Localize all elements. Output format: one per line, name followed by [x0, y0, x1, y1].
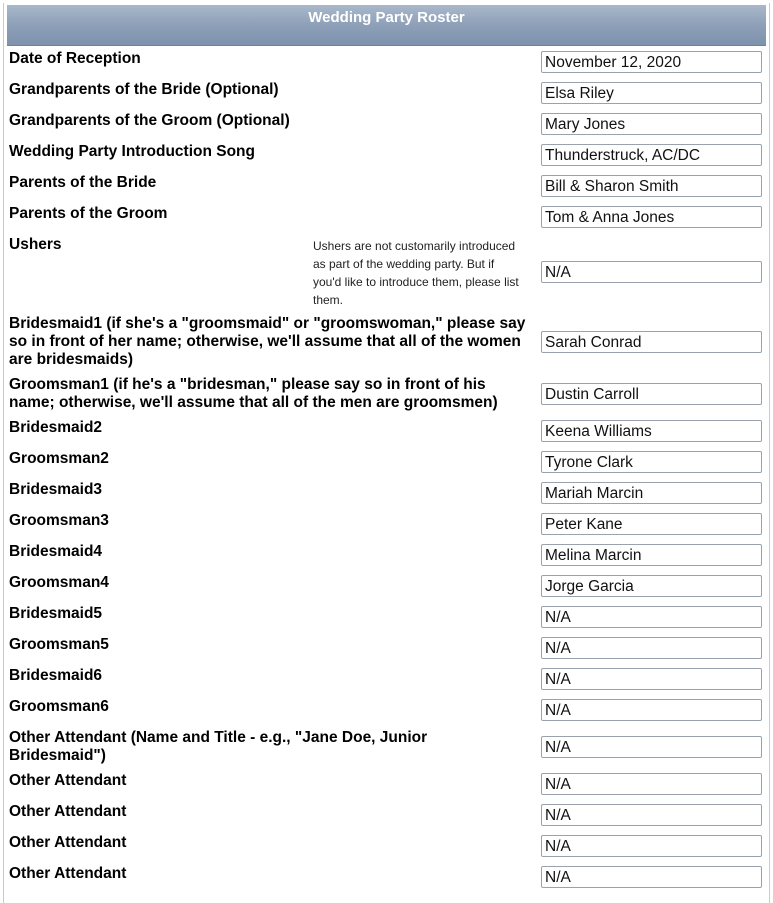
- parents-groom-input[interactable]: [541, 206, 762, 228]
- bridesmaid3-input[interactable]: [541, 482, 762, 504]
- other-attendant-label: Other Attendant: [9, 834, 127, 851]
- groomsman5-label: Groomsman5: [9, 636, 109, 653]
- other-attendant-label: Other Attendant (Name and Title - e.g., "Jane Doe, Junior Bridesmaid"): [9, 729, 428, 764]
- other-attendant-label: Other Attendant: [9, 865, 127, 882]
- groomsman5-input[interactable]: [541, 637, 762, 659]
- groomsman2-input[interactable]: [541, 451, 762, 473]
- groomsman6-label: Groomsman6: [9, 698, 109, 715]
- parents-bride-label: Parents of the Bride: [9, 174, 157, 191]
- grandparents-groom-input[interactable]: [541, 113, 762, 135]
- other-attendant-label: Other Attendant: [9, 772, 127, 789]
- bridesmaid6-label: Bridesmaid6: [9, 667, 103, 684]
- groomsman4-label: Groomsman4: [9, 574, 109, 591]
- bridesmaid1-label: Bridesmaid1 (if she's a "groomsmaid" or "groomswoman," please say so in front of her name; otherwise, we'll assume that all of the women are bridesmaids): [9, 315, 526, 368]
- other-attendant-input[interactable]: [541, 736, 762, 758]
- groomsman2-label: Groomsman2: [9, 450, 109, 467]
- bridesmaid2-input[interactable]: [541, 420, 762, 442]
- bridesmaid3-label: Bridesmaid3: [9, 481, 103, 498]
- wedding-party-roster-form: [3, 3, 770, 903]
- grandparents-groom-label: Grandparents of the Groom (Optional): [9, 112, 290, 129]
- introduction-song-label: Wedding Party Introduction Song: [9, 143, 255, 160]
- form-title: Wedding Party Roster: [308, 9, 465, 26]
- grandparents-bride-input[interactable]: [541, 82, 762, 104]
- groomsman1-label: Groomsman1 (if he's a "bridesman," please say so in front of his name; otherwise, we'll assume that all of the men are groomsmen): [9, 376, 498, 411]
- other-attendant-input[interactable]: [541, 773, 762, 795]
- introduction-song-input[interactable]: [541, 144, 762, 166]
- bridesmaid4-label: Bridesmaid4: [9, 543, 103, 560]
- ushers-label: Ushers: [9, 236, 62, 253]
- ushers-input[interactable]: [541, 261, 762, 283]
- parents-groom-label: Parents of the Groom: [9, 205, 168, 222]
- other-attendant-input[interactable]: [541, 804, 762, 826]
- other-attendant-label: Other Attendant: [9, 803, 127, 820]
- groomsman6-input[interactable]: [541, 699, 762, 721]
- bridesmaid5-input[interactable]: [541, 606, 762, 628]
- bridesmaid2-label: Bridesmaid2: [9, 419, 103, 436]
- grandparents-bride-label: Grandparents of the Bride (Optional): [9, 81, 279, 98]
- date-of-reception-label: Date of Reception: [9, 50, 141, 67]
- date-of-reception-input[interactable]: [541, 51, 762, 73]
- groomsman3-label: Groomsman3: [9, 512, 109, 529]
- groomsman4-input[interactable]: [541, 575, 762, 597]
- other-attendant-input[interactable]: [541, 835, 762, 857]
- groomsman1-input[interactable]: [541, 383, 762, 405]
- bridesmaid4-input[interactable]: [541, 544, 762, 566]
- form-header: [7, 5, 766, 46]
- bridesmaid1-input[interactable]: [541, 331, 762, 353]
- other-attendant-input[interactable]: [541, 866, 762, 888]
- parents-bride-input[interactable]: [541, 175, 762, 197]
- ushers-note: Ushers are not customarily introduced as part of the wedding party. But if you'd like to introduce them, please list them.: [313, 239, 519, 307]
- bridesmaid5-label: Bridesmaid5: [9, 605, 103, 622]
- groomsman3-input[interactable]: [541, 513, 762, 535]
- bridesmaid6-input[interactable]: [541, 668, 762, 690]
